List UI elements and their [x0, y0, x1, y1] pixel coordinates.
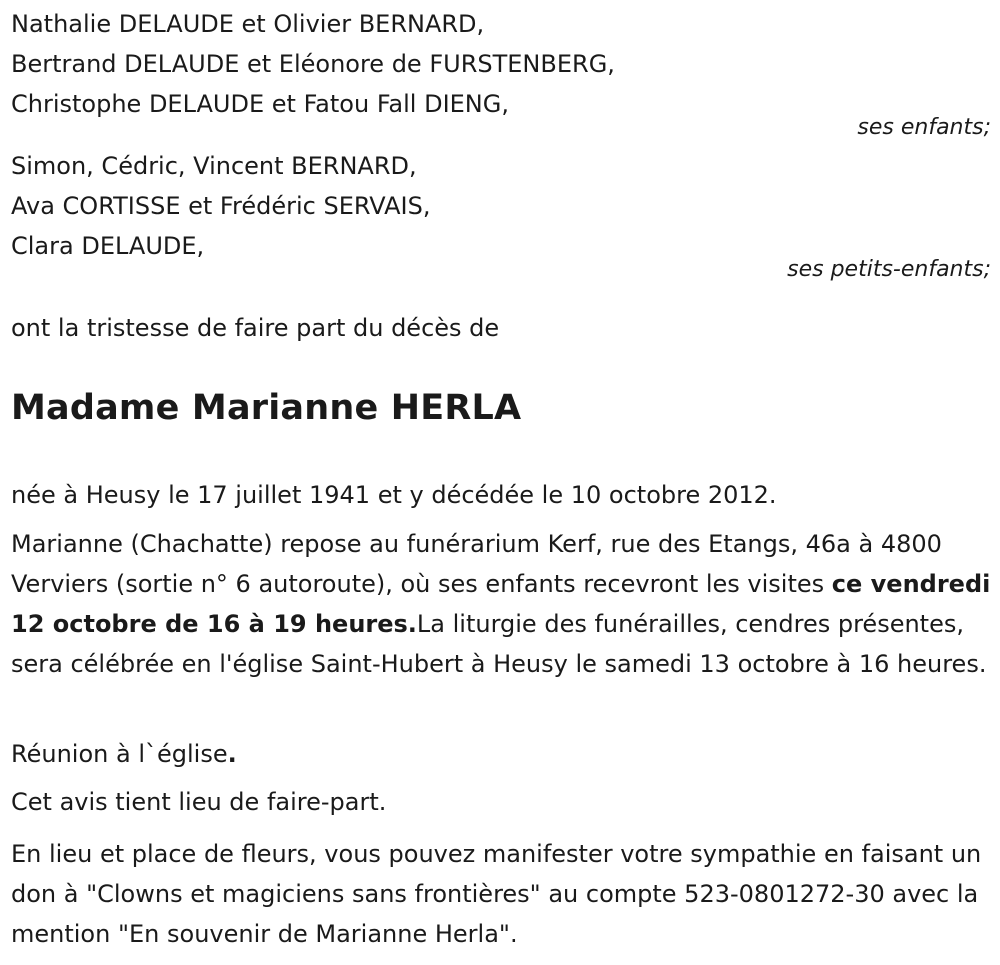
child-line-2: Bertrand DELAUDE et Eléonore de FURSTENBERG, — [11, 50, 615, 78]
donation-paragraph: En lieu et place de fleurs, vous pouvez manifester votre sympathie en faisant un don à "Clowns et magiciens sans frontières" au compte 523-0801272-30 avec la mention "En souvenir de Marianne Herla". — [11, 840, 982, 948]
visiting-hours: ce vendredi 12 octobre de 16 à 19 heures. — [11, 570, 991, 638]
birth-death-text: née à Heusy le 17 juillet 1941 et y décédée le 10 octobre 2012. — [11, 481, 777, 509]
children-label: ses enfants; — [857, 115, 991, 140]
deceased-name: Madame Marianne HERLA — [11, 388, 522, 428]
grandchild-line-3: Clara DELAUDE, — [11, 232, 205, 260]
funeral-text-after: La liturgie des funérailles, cendres présentes, sera célébrée en l'église Saint-Hubert à Heusy le samedi 13 octobre à 16 heures. — [11, 610, 987, 678]
notice-paragraph: Cet avis tient lieu de faire-part. — [11, 788, 387, 816]
child-line-1: Nathalie DELAUDE et Olivier BERNARD, — [11, 10, 485, 38]
grandchild-line-2: Ava CORTISSE et Frédéric SERVAIS, — [11, 192, 431, 220]
announcement-text: ont la tristesse de faire part du décès de — [11, 314, 500, 342]
funeral-text-before: Marianne (Chachatte) repose au funérarium Kerf, rue des Etangs, 46a à 4800 Verviers (sortie n° 6 autoroute), où ses enfants recevront les visites — [11, 530, 942, 598]
reunion-period: . — [227, 740, 237, 768]
reunion-paragraph — [11, 734, 991, 774]
reunion-text: Réunion à l`église — [11, 740, 228, 768]
grandchildren-label: ses petits-enfants; — [787, 257, 991, 282]
grandchild-line-1: Simon, Cédric, Vincent BERNARD, — [11, 152, 417, 180]
child-line-3: Christophe DELAUDE et Fatou Fall DIENG, — [11, 90, 509, 118]
funeral-paragraph — [11, 524, 991, 684]
